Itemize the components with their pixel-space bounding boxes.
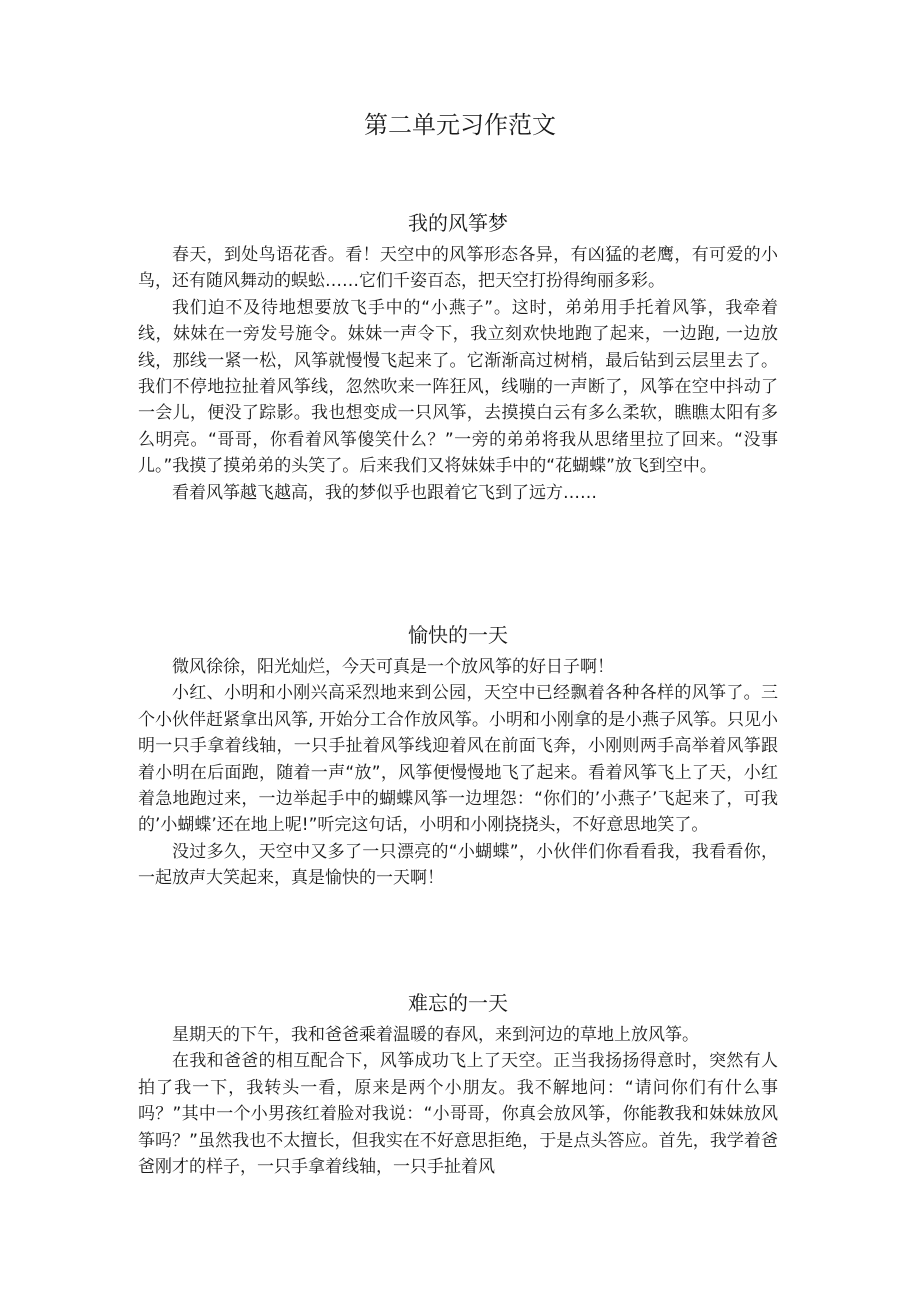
essay-title: 我的风筝梦 bbox=[408, 211, 508, 235]
essay-happy-day bbox=[138, 620, 778, 892]
paragraph: 在我和爸爸的相互配合下，风筝成功飞上了天空。正当我扬扬得意时，突然有人拍了我一下，我转头一看，原来是两个小朋友。我不解地问：“请问你们有什么事吗？”其中一个小男孩红着脸对我说：“小哥哥，你真会放风筝，你能教我和妹妹放风筝吗？”虽然我也不太擅长，但我实在不好意思拒绝，于是点头答应。首先，我学着爸爸刚才的样子，一只手拿着线轴，一只手扯着风 bbox=[138, 1051, 778, 1178]
essay-title: 愉快的一天 bbox=[408, 623, 508, 647]
paragraph: 小红、小明和小刚兴高采烈地来到公园，天空中已经飘着各种各样的风筝了。三个小伙伴赶紧拿出风筝, 开始分工合作放风筝。小明和小刚拿的是小燕子风筝。只见小明一只手拿着线轴，一只手扯着风筝线迎着风在前面飞奔，小刚则两手高举着风筝跟着小明在后面跑，随着一声“放”，风筝便慢慢地飞了起来。看着风筝飞上了天，小红着急地跑过来，一边举起手中的蝴蝶风筝一边埋怨：“你们的’小燕子’飞起来了，可我的’小蝴蝶’还在地上呢!”听完这句话，小明和小刚挠挠头，不好意思地笑了。 bbox=[138, 683, 778, 836]
paragraph: 我们迫不及待地想要放飞手中的“小燕子”。这时，弟弟用手托着风筝，我牵着线，妹妹在一旁发号施令。妹妹一声令下，我立刻欢快地跑了起来，一边跑, 一边放线，那线一紧一松，风筝就慢慢飞起来了。它渐渐高过树梢，最后钻到云层里去了。我们不停地拉扯着风筝线，忽然吹来一阵狂风，线嘣的一声断了，风筝在空中抖动了一会儿，便没了踪影。我也想变成一只风筝，去摸摸白云有多么柔软，瞧瞧太阳有多么明亮。“哥哥，你看着风筝傻笑什么？”一旁的弟弟将我从思绪里拉了回来。“没事儿。”我摸了摸弟弟的头笑了。后来我们又将妹妹手中的“花蝴蝶”放飞到空中。 bbox=[138, 297, 778, 477]
essay-unforgettable-day bbox=[138, 988, 778, 1180]
paragraph: 看着风筝越飞越高，我的梦似乎也跟着它飞到了远方…… bbox=[172, 482, 597, 503]
page-title: 第二单元习作范文 bbox=[364, 111, 556, 139]
paragraph: 没过多久，天空中又多了一只漂亮的“小蝴蝶”，小伙伴们你看看我，我看看你，一起放声大笑起来，真是愉快的一天啊！ bbox=[138, 841, 778, 889]
paragraph: 星期天的下午，我和爸爸乘着温暖的春风，来到河边的草地上放风筝。 bbox=[172, 1025, 699, 1045]
essay-title: 难忘的一天 bbox=[408, 991, 508, 1015]
paragraph: 微风徐徐，阳光灿烂，今天可真是一个放风筝的好日子啊！ bbox=[172, 657, 614, 677]
essay-my-kite-dream bbox=[138, 208, 778, 506]
paragraph: 春天，到处鸟语花香。看！天空中的风筝形态各异，有凶猛的老鹰，有可爱的小鸟，还有随风舞动的蜈蚣……它们千姿百态，把天空打扮得绚丽多彩。 bbox=[138, 245, 778, 292]
